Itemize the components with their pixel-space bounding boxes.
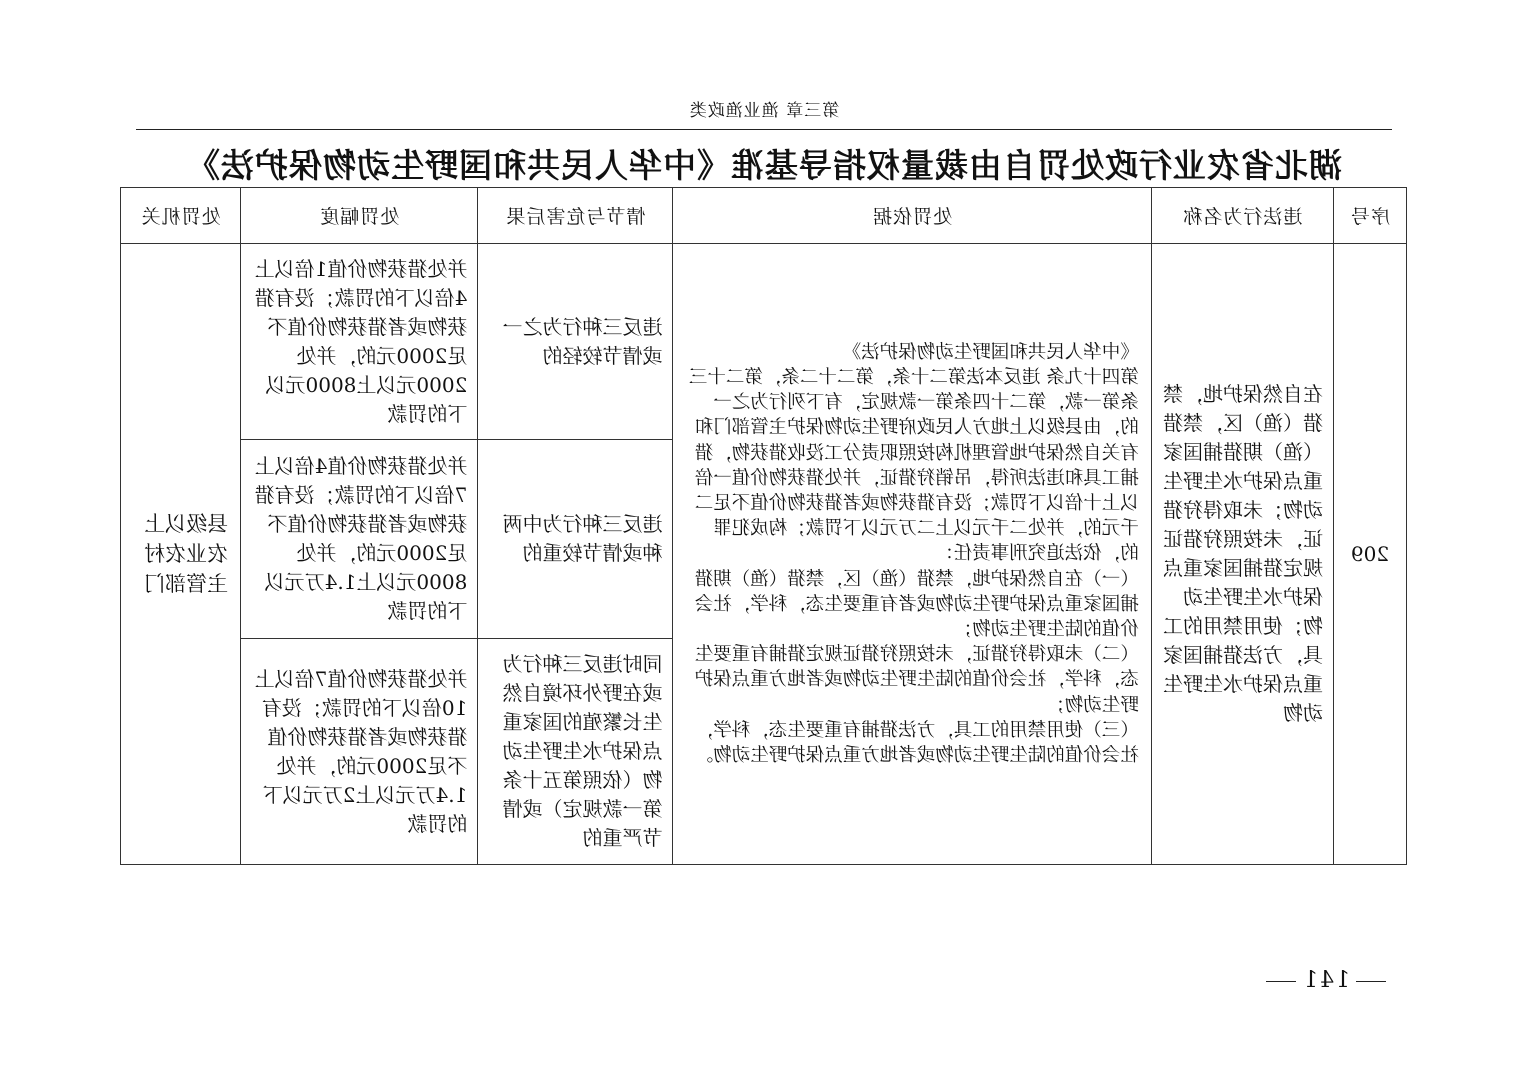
table-row — [121, 244, 1407, 440]
row-number: 209 — [1333, 244, 1406, 865]
page-number — [1260, 968, 1392, 993]
basis-item-2: （二）未取得狩猎证，未按照狩猎证规定猎捕有重要生态，科学，社会价值的陆生野生动物或者地方重点保护野生动物； — [694, 644, 1139, 716]
penalty-range-level-3: 并处猎获物价值7倍以上10倍以下的罚款；没有猎获物或者猎获物价值不足2000元的，并处1.4万元以上2万元以下的罚款 — [241, 639, 478, 865]
table-header-row — [121, 188, 1407, 244]
header-divider — [136, 129, 1392, 130]
page-number-dash-right — [1266, 981, 1296, 982]
basis-law-title: 《中华人民共和国野生动物保护法》 — [842, 341, 1139, 363]
column-header-number: 序号 — [1333, 188, 1406, 244]
column-header-range: 处罚幅度 — [241, 188, 478, 244]
column-header-authority: 处罚机关 — [121, 188, 241, 244]
penalty-range-level-1: 并处猎获物价值1倍以上4倍以下的罚款；没有猎获物或者猎获物价值不足2000元的，并处2000元以上8000元以下的罚款 — [241, 244, 478, 440]
penalty-range-level-2: 并处猎获物价值4倍以上7倍以下的罚款；没有猎获物或者猎获物价值不足2000元的，并处8000元以上1.4万元以下的罚款 — [241, 440, 478, 639]
column-header-basis: 处罚依据 — [673, 188, 1151, 244]
penalty-table — [120, 187, 1407, 865]
violation-name: 在自然保护地，禁猎（渔）区，禁猎（渔）期猎捕国家重点保护水生野生动物；未取得狩猎证，未按照狩猎证规定猎捕国家重点保护水生野生动物；使用禁用的工具，方法猎捕国家重点保护水生野生动物 — [1151, 244, 1333, 865]
column-header-circumstance: 情节与危害后果 — [478, 188, 673, 244]
document-title: 湖北省农业行政处罚自由裁量权指导基准《中华人民共和国野生动物保护法》 — [186, 146, 1342, 185]
page-number-text: 141 — [1302, 968, 1350, 993]
penalty-basis — [673, 244, 1151, 865]
basis-article: 第四十九条 违反本法第二十条，第二十二条，第二十三条第一款，第二十四条第一款规定，有下列行为之一的，由县级以上地方人民政府野生动物保护主管部门和有关自然保护地管理机构按照职责分工没收猎获物，猎捕工具和违法所得，吊销狩猎证，并处猎获物价值一倍以上十倍以下罚款；没有猎获物或者猎获物价值不足二千元的，并处二千元以上二万元以下罚款；构成犯罪的，依法追究刑事责任： — [688, 366, 1139, 565]
circumstance-level-1: 违反三种行为之一或情节较轻的 — [478, 244, 673, 440]
penalty-authority: 县级以上农业农村主管部门 — [121, 244, 241, 865]
chapter-header: 第三章 渔业渔政类 — [688, 101, 840, 121]
circumstance-level-2: 违反三种行为中两种或情节较重的 — [478, 440, 673, 639]
column-header-act: 违法行为名称 — [1151, 188, 1333, 244]
circumstance-level-3: 同时违反三种行为或在野外环境自然生长繁殖的国家重点保护水生野生动物（依照第五十条第一款规定）或情节严重的 — [478, 639, 673, 865]
basis-item-1: （一）在自然保护地，禁猎（渔）区，禁猎（渔）期猎捕国家重点保护野生动物或者有重要生态，科学，社会价值的陆生野生动物； — [694, 568, 1139, 640]
page-number-dash-left — [1356, 981, 1386, 982]
basis-item-3: （三）使用禁用的工具，方法猎捕有重要生态，科学，社会价值的陆生野生动物或者地方重点保护野生动物。 — [694, 719, 1139, 767]
